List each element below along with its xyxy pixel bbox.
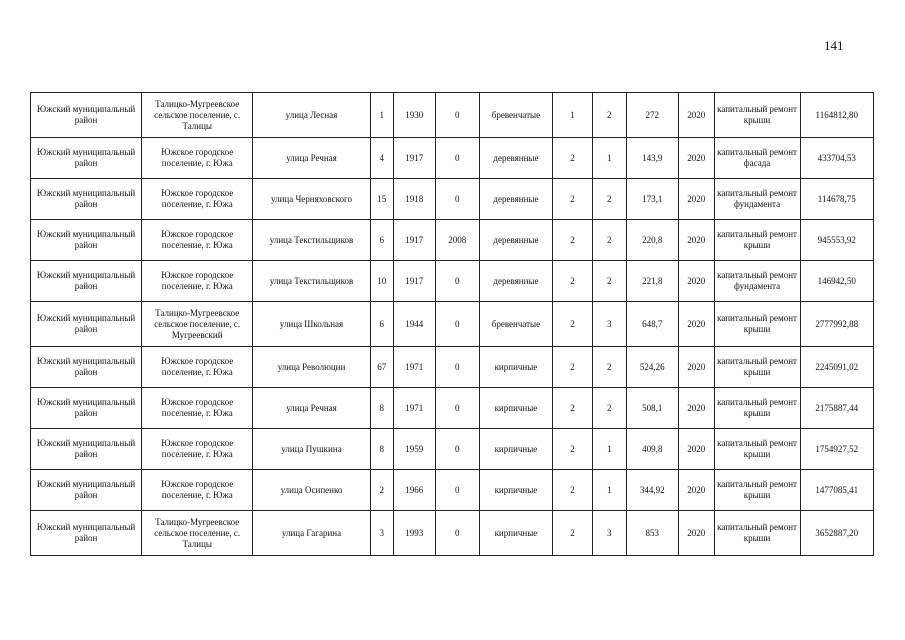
cell-street: улица Пушкина: [253, 429, 370, 470]
table-row: [31, 347, 874, 388]
cell-cost: 146942,50: [800, 261, 873, 302]
cell-material: кирпичные: [479, 429, 552, 470]
cell-district: Южский муниципальный район: [31, 429, 142, 470]
cell-entrances: 2: [592, 261, 626, 302]
cell-house: 1: [370, 93, 393, 138]
cell-street: улица Школьная: [253, 302, 370, 347]
cell-material: кирпичные: [479, 511, 552, 556]
cell-material: кирпичные: [479, 388, 552, 429]
cell-plan-year: 2020: [678, 220, 714, 261]
cell-plan-year: 2020: [678, 470, 714, 511]
cell-settlement: Южское городское поселение, г. Южа: [142, 429, 253, 470]
page-number: 141: [824, 38, 844, 53]
cell-floors: 2: [553, 220, 593, 261]
cell-settlement: Южское городское поселение, г. Южа: [142, 138, 253, 179]
cell-entrances: 3: [592, 511, 626, 556]
cell-recon-year: 0: [435, 388, 479, 429]
cell-floors: 2: [553, 347, 593, 388]
table-row: [31, 388, 874, 429]
cell-recon-year: 0: [435, 511, 479, 556]
cell-year: 1971: [393, 347, 435, 388]
cell-house: 8: [370, 429, 393, 470]
cell-work: капитальный ремонт крыши: [714, 220, 800, 261]
cell-cost: 2777992,88: [800, 302, 873, 347]
cell-entrances: 2: [592, 388, 626, 429]
cell-area: 853: [626, 511, 678, 556]
cell-material: деревянные: [479, 179, 552, 220]
cell-street: улица Осипенко: [253, 470, 370, 511]
cell-settlement: Южское городское поселение, г. Южа: [142, 261, 253, 302]
cell-district: Южский муниципальный район: [31, 302, 142, 347]
cell-floors: 2: [553, 261, 593, 302]
cell-district: Южский муниципальный район: [31, 220, 142, 261]
cell-floors: 2: [553, 429, 593, 470]
cell-area: 143,9: [626, 138, 678, 179]
cell-recon-year: 0: [435, 261, 479, 302]
cell-district: Южский муниципальный район: [31, 179, 142, 220]
cell-district: Южский муниципальный район: [31, 347, 142, 388]
cell-work: капитальный ремонт крыши: [714, 470, 800, 511]
cell-recon-year: 0: [435, 429, 479, 470]
cell-recon-year: 0: [435, 470, 479, 511]
cell-recon-year: 0: [435, 302, 479, 347]
cell-work: капитальный ремонт фасада: [714, 138, 800, 179]
cell-year: 1917: [393, 138, 435, 179]
cell-area: 648,7: [626, 302, 678, 347]
cell-work: капитальный ремонт крыши: [714, 429, 800, 470]
cell-year: 1917: [393, 261, 435, 302]
cell-street: улица Революции: [253, 347, 370, 388]
cell-district: Южский муниципальный район: [31, 261, 142, 302]
cell-plan-year: 2020: [678, 93, 714, 138]
cell-work: капитальный ремонт крыши: [714, 93, 800, 138]
cell-settlement: Талицко-Мугреевское сельское поселение, с. Мугреевский: [142, 302, 253, 347]
cell-street: улица Лесная: [253, 93, 370, 138]
table-row: [31, 93, 874, 138]
cell-house: 10: [370, 261, 393, 302]
cell-settlement: Южское городское поселение, г. Южа: [142, 347, 253, 388]
cell-settlement: Южское городское поселение, г. Южа: [142, 179, 253, 220]
cell-plan-year: 2020: [678, 302, 714, 347]
cell-work: капитальный ремонт крыши: [714, 347, 800, 388]
cell-recon-year: 2008: [435, 220, 479, 261]
cell-plan-year: 2020: [678, 511, 714, 556]
cell-plan-year: 2020: [678, 179, 714, 220]
cell-year: 1930: [393, 93, 435, 138]
cell-area: 344,92: [626, 470, 678, 511]
table-row: [31, 429, 874, 470]
cell-settlement: Южское городское поселение, г. Южа: [142, 388, 253, 429]
cell-entrances: 2: [592, 347, 626, 388]
cell-floors: 2: [553, 470, 593, 511]
cell-material: деревянные: [479, 261, 552, 302]
cell-house: 2: [370, 470, 393, 511]
cell-entrances: 2: [592, 93, 626, 138]
cell-entrances: 1: [592, 470, 626, 511]
cell-year: 1959: [393, 429, 435, 470]
cell-settlement: Южское городское поселение, г. Южа: [142, 220, 253, 261]
cell-year: 1971: [393, 388, 435, 429]
cell-recon-year: 0: [435, 179, 479, 220]
cell-year: 1944: [393, 302, 435, 347]
cell-recon-year: 0: [435, 138, 479, 179]
cell-house: 4: [370, 138, 393, 179]
cell-year: 1917: [393, 220, 435, 261]
table-row: [31, 511, 874, 556]
cell-settlement: Южское городское поселение, г. Южа: [142, 470, 253, 511]
cell-area: 220,8: [626, 220, 678, 261]
cell-area: 221,8: [626, 261, 678, 302]
cell-house: 3: [370, 511, 393, 556]
table-row: [31, 220, 874, 261]
cell-cost: 945553,92: [800, 220, 873, 261]
cell-entrances: 1: [592, 138, 626, 179]
table-row: [31, 138, 874, 179]
cell-cost: 1477085,41: [800, 470, 873, 511]
housing-repair-table: [30, 92, 874, 556]
cell-floors: 2: [553, 388, 593, 429]
table-row: [31, 302, 874, 347]
cell-house: 8: [370, 388, 393, 429]
cell-material: кирпичные: [479, 470, 552, 511]
cell-street: улица Черняховского: [253, 179, 370, 220]
cell-cost: 2245091,02: [800, 347, 873, 388]
cell-settlement: Талицко-Мугреевское сельское поселение, с. Талицы: [142, 93, 253, 138]
cell-plan-year: 2020: [678, 138, 714, 179]
cell-house: 15: [370, 179, 393, 220]
cell-plan-year: 2020: [678, 388, 714, 429]
cell-material: бревенчатые: [479, 302, 552, 347]
cell-year: 1966: [393, 470, 435, 511]
cell-entrances: 3: [592, 302, 626, 347]
cell-house: 6: [370, 220, 393, 261]
cell-work: капитальный ремонт фундамента: [714, 179, 800, 220]
cell-entrances: 2: [592, 179, 626, 220]
cell-house: 67: [370, 347, 393, 388]
cell-district: Южский муниципальный район: [31, 138, 142, 179]
cell-area: 272: [626, 93, 678, 138]
cell-material: бревенчатые: [479, 93, 552, 138]
cell-floors: 1: [553, 93, 593, 138]
cell-plan-year: 2020: [678, 347, 714, 388]
cell-cost: 1754927,52: [800, 429, 873, 470]
cell-year: 1993: [393, 511, 435, 556]
table-row: [31, 179, 874, 220]
cell-work: капитальный ремонт крыши: [714, 302, 800, 347]
cell-work: капитальный ремонт крыши: [714, 511, 800, 556]
cell-material: деревянные: [479, 138, 552, 179]
cell-floors: 2: [553, 302, 593, 347]
cell-floors: 2: [553, 179, 593, 220]
cell-area: 524,26: [626, 347, 678, 388]
cell-area: 173,1: [626, 179, 678, 220]
cell-work: капитальный ремонт фундамента: [714, 261, 800, 302]
cell-cost: 114678,75: [800, 179, 873, 220]
cell-plan-year: 2020: [678, 429, 714, 470]
cell-cost: 433704,53: [800, 138, 873, 179]
cell-work: капитальный ремонт крыши: [714, 388, 800, 429]
cell-district: Южский муниципальный район: [31, 511, 142, 556]
cell-district: Южский муниципальный район: [31, 388, 142, 429]
cell-recon-year: 0: [435, 93, 479, 138]
cell-street: улица Речная: [253, 388, 370, 429]
cell-area: 508,1: [626, 388, 678, 429]
cell-street: улица Речная: [253, 138, 370, 179]
cell-floors: 2: [553, 511, 593, 556]
cell-area: 409,8: [626, 429, 678, 470]
cell-street: улица Гагарина: [253, 511, 370, 556]
cell-recon-year: 0: [435, 347, 479, 388]
table-row: [31, 470, 874, 511]
cell-floors: 2: [553, 138, 593, 179]
cell-street: улица Текстильщиков: [253, 261, 370, 302]
cell-settlement: Талицко-Мугреевское сельское поселение, с. Талицы: [142, 511, 253, 556]
cell-entrances: 1: [592, 429, 626, 470]
table-row: [31, 261, 874, 302]
cell-district: Южский муниципальный район: [31, 470, 142, 511]
cell-street: улица Текстильщиков: [253, 220, 370, 261]
cell-district: Южский муниципальный район: [31, 93, 142, 138]
cell-cost: 2175887,44: [800, 388, 873, 429]
cell-entrances: 2: [592, 220, 626, 261]
cell-plan-year: 2020: [678, 261, 714, 302]
cell-year: 1918: [393, 179, 435, 220]
cell-material: кирпичные: [479, 347, 552, 388]
cell-material: деревянные: [479, 220, 552, 261]
cell-house: 6: [370, 302, 393, 347]
cell-cost: 3652887,20: [800, 511, 873, 556]
cell-cost: 1164812,80: [800, 93, 873, 138]
